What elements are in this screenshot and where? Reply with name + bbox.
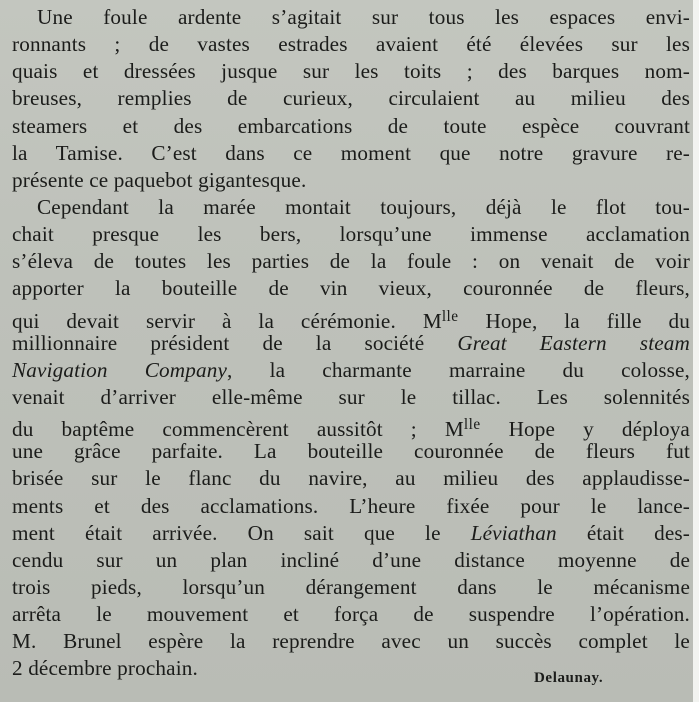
text-segment: ment était arrivée. On sait que le <box>12 520 471 545</box>
article-text <box>12 4 690 683</box>
text-line <box>12 330 690 357</box>
superscript: lle <box>463 416 481 434</box>
italic-segment: Navigation Company <box>12 357 228 382</box>
text-line: apporter la bouteille de vin vieux, couronnée de fleurs, <box>12 276 690 301</box>
text-line <box>12 303 690 333</box>
text-line <box>12 411 690 441</box>
text-segment: du baptême commencèrent aussitôt ; M <box>12 416 464 441</box>
text-line: Une foule ardente s’agitait sur tous les espaces envi- <box>37 5 690 29</box>
text-line: M. Brunel espère la reprendre avec un succès complet le <box>12 629 690 654</box>
page-edge <box>693 0 699 702</box>
text-segment: était des- <box>556 520 690 545</box>
text-segment: Hope, la fille du <box>458 308 690 333</box>
italic-segment: Great Eastern steam <box>457 330 690 355</box>
text-line: s’éleva de toutes les parties de la foule : on venait de voir <box>12 249 690 274</box>
author-signature: Delaunay. <box>534 670 604 686</box>
text-segment: Hope y déploya <box>480 416 690 441</box>
text-line: 2 décembre prochain. <box>12 656 198 681</box>
text-line: Cependant la marée montait toujours, déjà le flot tou- <box>37 194 690 219</box>
text-line: trois pieds, lorsqu’un dérangement dans le mécanisme <box>12 574 690 599</box>
text-line: cendu sur un plan incliné d’une distance moyenne de <box>12 547 690 572</box>
text-line: la Tamise. C’est dans ce moment que notre gravure re- <box>12 140 690 165</box>
text-line: steamers et des embarcations de toute espèce couvrant <box>12 113 690 138</box>
text-line: breuses, remplies de curieux, circulaient au milieu des <box>12 86 690 111</box>
italic-segment: Léviathan <box>470 520 557 545</box>
text-line: chait presque les bers, lorsqu’une immense acclamation <box>12 222 690 247</box>
text-line <box>12 357 690 384</box>
text-line: ments et des acclamations. L’heure fixée pour le lance- <box>12 493 690 518</box>
text-segment: , la charmante marraine du colosse, <box>227 357 690 382</box>
text-line: brisée sur le flanc du navire, au milieu des applaudisse- <box>12 466 690 491</box>
superscript: lle <box>441 307 459 325</box>
text-line: venait d’arriver elle-même sur le tillac. Les solennités <box>12 384 690 409</box>
text-line: ronnants ; de vastes estrades avaient été élevées sur les <box>12 32 690 57</box>
text-line: présente ce paquebot gigantesque. <box>12 167 307 192</box>
text-line: arrêta le mouvement et força de suspendre l’opération. <box>12 602 690 627</box>
text-line: une grâce parfaite. La bouteille couronnée de fleurs fut <box>12 439 690 464</box>
text-line <box>12 520 690 547</box>
text-segment: qui devait servir à la cérémonie. M <box>12 308 442 333</box>
text-segment: millionnaire président de la société <box>12 330 458 355</box>
text-line: quais et dressées jusque sur les toits ; des barques nom- <box>12 59 690 84</box>
